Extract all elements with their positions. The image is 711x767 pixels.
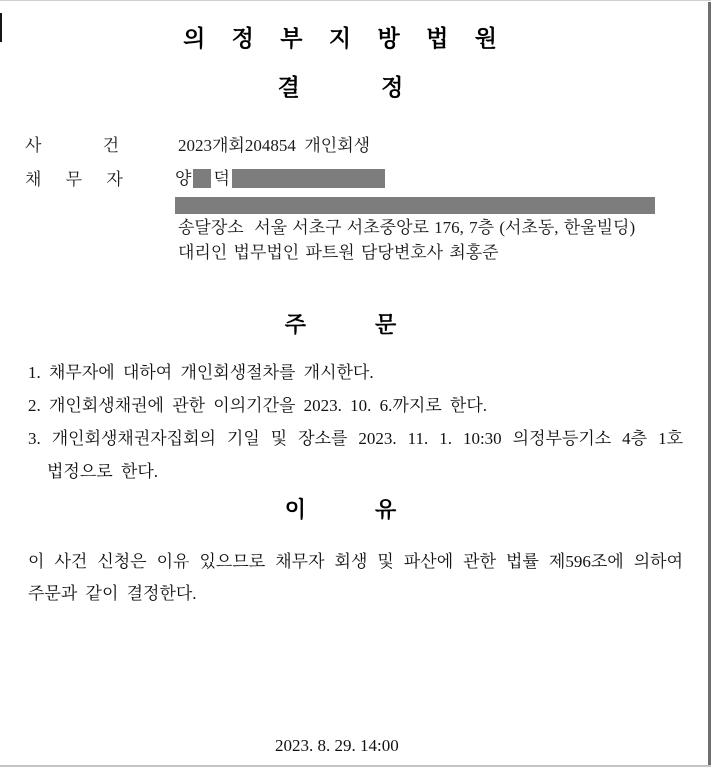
debtor-name-first: 양 bbox=[175, 169, 192, 188]
document-type-heading: 결 정 bbox=[277, 74, 404, 100]
representative-line: 대리인 법무법인 파트원 담당변호사 최홍준 bbox=[178, 243, 499, 262]
case-label: 사 건 bbox=[25, 136, 120, 155]
decision-datetime: 2023. 8. 29. 14:00 bbox=[275, 736, 399, 755]
debtor-name bbox=[175, 169, 385, 189]
court-name-heading: 의 정 부 지 방 법 원 bbox=[183, 25, 498, 51]
order-item-1: 1. 채무자에 대하여 개인회생절차를 개시한다. bbox=[28, 363, 374, 382]
debtor-label: 채 무 자 bbox=[25, 170, 123, 189]
debtor-name-last: 덕 bbox=[213, 169, 230, 188]
case-number: 2023개회204854 개인회생 bbox=[178, 136, 371, 155]
reason-line-2: 주문과 같이 결정한다. bbox=[28, 584, 197, 603]
service-address: 송달장소 서울 서초구 서초중앙로 176, 7층 (서초동, 한울빌딩) bbox=[178, 218, 636, 237]
redaction-box-name-rest bbox=[232, 169, 385, 188]
reason-line-1: 이 사건 신청은 이유 있으므로 채무자 회생 및 파산에 관한 법률 제596조에 의하여 bbox=[28, 552, 683, 571]
order-item-3-line-1: 3. 개인회생채권자집회의 기일 및 장소를 2023. 11. 1. 10:30 의정부등기소 4층 1호 bbox=[28, 429, 683, 448]
redaction-box-name-middle bbox=[193, 169, 211, 188]
reason-heading: 이 유 bbox=[284, 497, 397, 522]
scan-edge-top bbox=[0, 0, 711, 1]
order-item-3-line-2: 법정으로 한다. bbox=[47, 462, 159, 481]
order-heading: 주 문 bbox=[284, 312, 397, 337]
redaction-bar-personal-info bbox=[175, 197, 655, 214]
order-item-2: 2. 개인회생채권에 관한 이의기간을 2023. 10. 6.까지로 한다. bbox=[28, 396, 488, 415]
